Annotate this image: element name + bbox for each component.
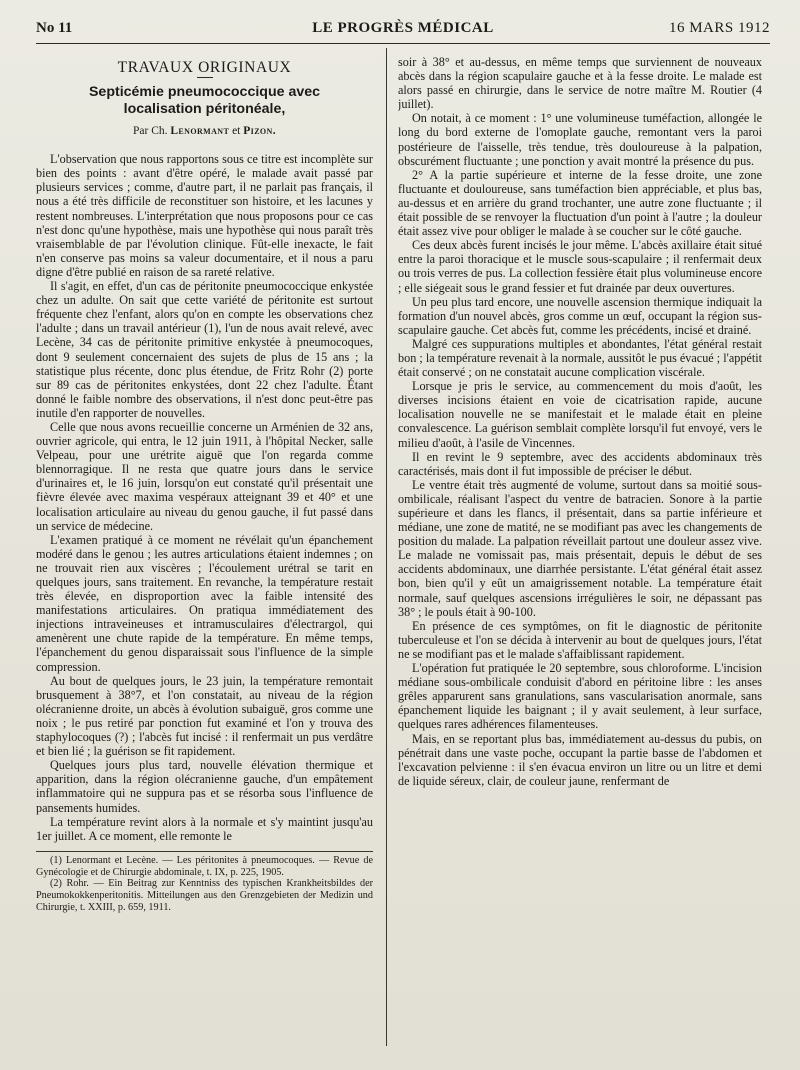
running-header — [36, 20, 770, 42]
section-title: TRAVAUX ORIGINAUX — [117, 59, 292, 76]
paragraph: Au bout de quelques jours, le 23 juin, la température remontait brusquement à 38°7, et l'on constatait, au niveau de la région olécranienne droite, un abcès à évolution subaiguë, gros comme une noix ; le pus retiré par ponction fut examiné et l'on y trouva des staphylocoques (?) ; l'abcès fut incisé : il renfermait un pus verdâtre et bien lié ; la guérison se fit rapidement. — [36, 673, 373, 759]
article-title — [36, 84, 373, 118]
byline — [36, 124, 373, 138]
paragraph: Il s'agit, en effet, d'un cas de péritonite pneumococcique enkystée chez un adulte. On sait que cette variété de péritonite est surtout fréquente chez l'enfant, alors qu'on en compte les observations chez l'adulte ; dans un travail antérieur (1), l'un de nous avait relevé, avec Lecène, 34 cas de péritonite primitive enkystée à pneumocoques, dont 9 seulement concernaient des sujets de plus de 15 ans ; la statistique plus récente, donc plus étendue, de Fritz Rohr (2) porte sur 89 cas de péritonites enkystées, dont 22 chez l'adulte. Étant donné le faible nombre des observations, il n'est donc peut-être pas inutile d'en rapporter de nouvelles. — [36, 279, 373, 420]
footnote-1: (1) Lenormant et Lecène. — Les péritonites à pneumocoques. — Revue de Gynécologie et de Chirurgie abdominale, t. IX, p. 225, 1905. — [36, 854, 373, 878]
paragraph: On notait, à ce moment : 1° une volumineuse tuméfaction, allongée le long du bord externe de l'omoplate gauche, remontant vers la paroi postérieure de l'aisselle, très tendue, très douloureuse à la palpation, obscurément fluctuante ; une ponction y avait montré la présence du pus. — [398, 111, 762, 168]
paragraph: Lorsque je pris le service, au commencement du mois d'août, les diverses incisions étaient en voie de cicatrisation rapide, aucune localisation nouvelle ne se manifestait et le malade était en pleine convalescence. La guérison semblait complète lorsqu'il fut envoyé, vers le milieu d'août, à l'asile de Vincennes. — [398, 379, 762, 450]
article-title-line-1: Septicémie pneumococcique avec — [88, 84, 321, 101]
paragraph: L'examen pratiqué à ce moment ne révélait qu'un épanchement modéré dans le genou ; les autres articulations étaient indemnes ; on ne trouvait rien aux viscères ; l'écoulement urétral se tarit en quelques jours, sans traitement. En revanche, la température restait très élevée, en disproportion avec la faible intensité des manifestations articulaires. On pratiqua immédiatement des injections intraveineuses et intramusculaires d'électrargol, qui amenèrent une chute rapide de la température. En même temps, l'épanchement du genou disparaissait sous l'influence de la simple compression. — [36, 532, 373, 674]
article-title-line-2: localisation péritonéale, — [123, 101, 286, 118]
paragraph: Mais, en se reportant plus bas, immédiatement au-dessus du pubis, on pénétrait dans une vaste poche, occupant la partie basse de l'abdomen et l'excavation pelvienne : il s'en évacua environ un litre ou un litre et demi de liquide séreux, clair, de couleur jaune, renfermant de — [398, 731, 762, 788]
issue-date: 16 MARS 1912 — [668, 20, 770, 36]
paragraph: soir à 38° et au-dessus, en même temps que surviennent de nouveaux abcès dans la région scapulaire gauche et à la fesse droite. Le malade est alors passé en chirurgie, dans le service de notre maître M. Routier (4 juillet). — [398, 55, 762, 112]
footnote-rule — [36, 851, 373, 852]
left-column — [36, 55, 373, 1046]
issue-number: No 11 — [36, 20, 73, 36]
right-column — [398, 55, 762, 1046]
paragraph: 2° A la partie supérieure et interne de la fesse droite, une zone fluctuante et douloureuse, sans tuméfaction bien appréciable, et plus bas, au-dessus et en arrière du grand trochanter, une autre zone fluctuante ; il était possible de se renvoyer la fluctuation d'un point à l'autre ; la douleur était assez vive pour obliger le malade à se coucher sur le côté gauche. — [398, 167, 762, 239]
author-2: Pizon. — [243, 125, 276, 138]
journal-title: LE PROGRÈS MÉDICAL — [312, 20, 494, 36]
paragraph: Celle que nous avons recueillie concerne un Arménien de 32 ans, ouvrier agricole, qui entra, le 12 juin 1911, à l'hôpital Necker, salle Velpeau, pour une urétrite aiguë que l'on regarda comme blennorragique. Il ne resta que quatre jours dans le service d'urinaires et, le 16 juin, lorsqu'on eut constaté qu'il présentait une fièvre élevée avec maxima vespéraux atteignant 39 et 40° et une localisation articulaire au niveau du genou gauche, il fut passé dans un service de médecine. — [36, 419, 373, 533]
paragraph: Quelques jours plus tard, nouvelle élévation thermique et apparition, dans la région olécranienne gauche, d'un empâtement inflammatoire qui ne suppura pas et se résorba sous l'influence de pansements humides. — [36, 758, 373, 815]
section-rule — [197, 77, 213, 78]
paragraph: Le ventre était très augmenté de volume, surtout dans sa moitié sous-ombilicale, réalisant l'aspect du ventre de batracien. Sonore à la partie supérieure et dans les flancs, il présentait, dans sa partie inférieure et médiane, une zone de matité, ne se modifiant pas avec les changements de position du malade. La palpation réveillait partout une douleur assez vive. Le malade ne vomissait pas, mais présentait, depuis le début de ses accidents abdominaux, une diarrhée persistante. L'état général était assez bon, bien qu'il y eût un amaigrissement notable. La température était normale, sauf quelques ascensions irrégulières le soir, ne dépassant pas 38° ; le pouls était à 90-100. — [398, 477, 762, 619]
column-divider — [386, 48, 387, 1046]
paragraph: Un peu plus tard encore, une nouvelle ascension thermique indiquait la formation d'un nouvel abcès, gros comme un œuf, occupant la région sus-scapulaire gauche. Cet abcès fut, comme les précédents, incisé et drainé. — [398, 294, 762, 337]
byline-prefix: Par Ch. — [132, 125, 168, 138]
paragraph: Il en revint le 9 septembre, avec des accidents abdominaux très caractérisés, mais dont il fut impossible de préciser le début. — [398, 449, 762, 478]
paragraph: En présence de ces symptômes, on fit le diagnostic de péritonite tuberculeuse et l'on se décida à intervenir au bout de quelques jours, l'état ne se modifiant pas et le malade s'affaiblissant rapidement. — [398, 618, 762, 661]
byline-and: et — [232, 125, 241, 138]
paragraph: Ces deux abcès furent incisés le jour même. L'abcès axillaire était situé entre la paroi thoracique et le muscle sous-scapulaire ; il renfermait deux ou trois verres de pus. La collection fessière était plus volumineuse encore ; elle siégeait sous le grand fessier et fut drainée par deux ouvertures. — [398, 238, 762, 295]
paragraph: La température revint alors à la normale et s'y maintint jusqu'au 1er juillet. A ce moment, elle remonte le — [36, 814, 373, 843]
footnote-2: (2) Rohr. — Ein Beitrag zur Kenntniss des typischen Krankheitsbildes der Pneumokokkenperitonitis. Mitteilungen aus den Grenzgebieten der Medizin und Chirurgie, t. XXIII, p. 659, 1911. — [36, 878, 373, 913]
paragraph: L'observation que nous rapportons sous ce titre est incomplète sur bien des points : avant d'être opéré, le malade avait passé par plusieurs services ; comme, d'autre part, il ne parlait pas français, il nous a été très difficile de reconstituer son histoire, et les lacunes y restent nombreuses. L'interprétation que nous proposons pour ce cas n'est donc qu'une hypothèse, mais une hypothèse qui nous paraît très vraisemblable de par l'évolution clinique. Fût-elle inexacte, le fait n'en conserve pas moins sa valeur documentaire, et il nous a paru digne d'être publié en raison de sa rareté relative. — [36, 152, 373, 279]
paragraph: L'opération fut pratiquée le 20 septembre, sous chloroforme. L'incision médiane sous-ombilicale conduisit d'abord en péritoine libre : les anses grêles apparurent sans granulations, sans vascularisation anormale, sans épanchement liquide les baignant ; il y avait seulement, à leur surface, quelques rares adhérences filamenteuses. — [398, 661, 762, 732]
header-rule — [36, 43, 770, 44]
paragraph: Malgré ces suppurations multiples et abondantes, l'état général restait bon ; la température revenait à la normale, aussitôt le pus évacué ; l'appétit était conservé ; on ne constatait aucune complication viscérale. — [398, 336, 762, 380]
author-1: Lenormant — [170, 125, 230, 138]
